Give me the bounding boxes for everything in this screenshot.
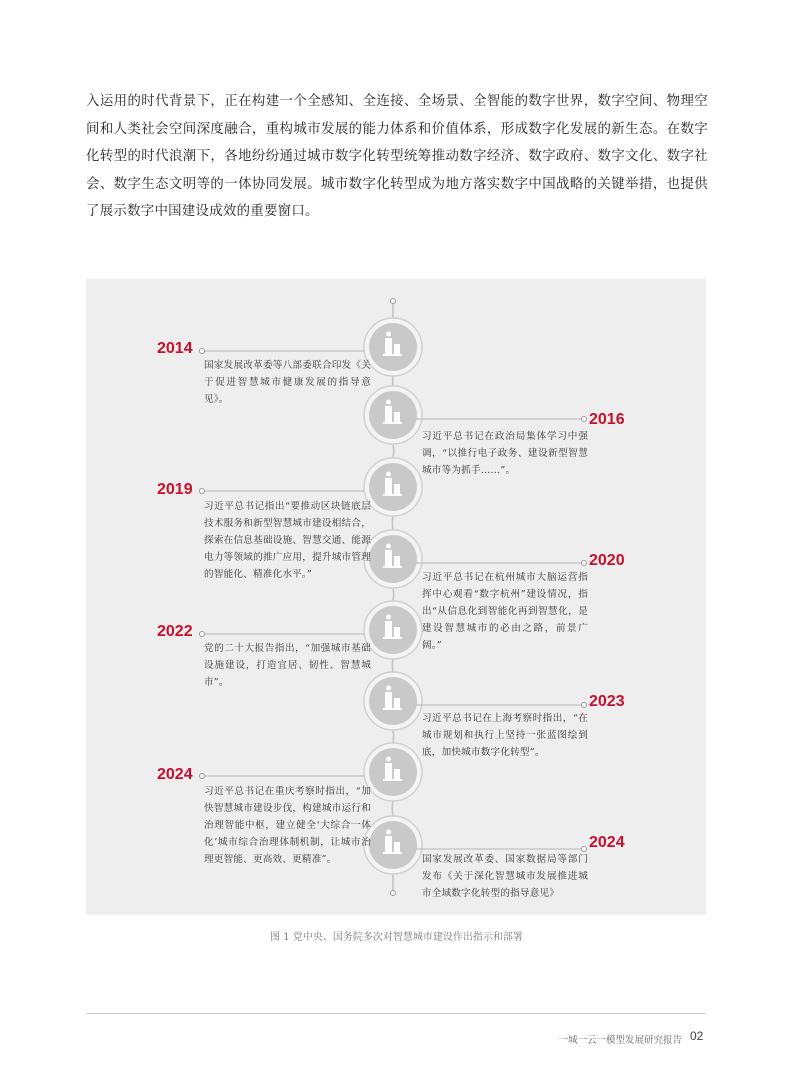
timeline-node [369, 323, 417, 371]
event-year-1: 2014 [157, 340, 193, 357]
timeline-node [369, 677, 417, 725]
event-year-2: 2016 [589, 411, 625, 428]
event-text-3: 习近平总书记指出“要推动区块链底层技术服务和新型智慧城市建设相结合，探索在信息基础设施、智慧交通、能源电力等领域的推广应用，提升城市管理的智能化、精准化水平。” [204, 501, 371, 580]
leader-dot [582, 703, 587, 708]
timeline-start-dot [391, 299, 396, 304]
event-text-4: 习近平总书记在杭州城市大脑运营指挥中心观看“数字杭州”建设情况，指出“从信息化到智能化再到智慧化，是建设智慧城市的必由之路，前景广阔。” [422, 572, 588, 651]
timeline-connector [393, 444, 394, 458]
event-text-6: 习近平总书记在上海考察时指出，“在城市规划和执行上坚持一张蓝图绘到底，加快城市数字化转型”。 [422, 713, 588, 758]
leader-dot [200, 632, 205, 637]
timeline-connector [393, 588, 394, 601]
page-number: 02 [690, 1029, 704, 1043]
figure-caption: 图 1 党中央、国务院多次对智慧城市建设作出指示和部署 [270, 932, 523, 943]
timeline-connector [392, 801, 393, 816]
event-year-8: 2024 [589, 834, 625, 851]
event-year-7: 2024 [157, 766, 193, 783]
leader-dot [200, 774, 205, 779]
timeline-node [369, 535, 417, 583]
intro-paragraph: 入运用的时代背景下，正在构建一个全感知、全连接、全场景、全智能的数字世界，数字空间、物理空间和人类社会空间深度融合，重构城市发展的能力体系和价值体系，形成数字化发展的新生态。在数字化转型的时代浪潮下，各地纷纷通过城市数字化转型统筹推动数字经济、数字政府、数字文化、数字社会、数字生态文明等的一体协同发展。城市数字化转型成为地方落实数字中国战略的关键举措，也提供了展示数字中国建设成效的重要窗口。 [86, 94, 708, 220]
leader-dot [582, 417, 587, 422]
timeline-figure [86, 279, 706, 915]
leader-dot [200, 349, 205, 354]
event-text-1: 国家发展改革委等八部委联合印发《关于促进智慧城市健康发展的指导意见》。 [204, 360, 371, 405]
timeline-connector [393, 730, 394, 743]
event-text-7: 习近平总书记在重庆考察时指出，“加快智慧城市建设步伐，构建城市运行和治理智能中枢，建立健全‘大综合一体化’城市综合治理体制机制，让城市治理更智能、更高效、更精准”。 [204, 786, 371, 865]
timeline-connector [392, 516, 393, 530]
footer-divider [86, 1013, 706, 1014]
leader-dot [200, 489, 205, 494]
leader-dot [582, 561, 587, 566]
timeline-node [369, 748, 417, 796]
timeline-connector [392, 659, 393, 672]
event-text-8: 国家发展改革委、国家数据局等部门发布《关于深化智慧城市发展推进城市全域数字化转型的指导意见》 [422, 854, 588, 899]
event-year-6: 2023 [589, 693, 625, 710]
timeline-node [369, 821, 417, 869]
timeline-node [369, 606, 417, 654]
event-year-5: 2022 [157, 623, 193, 640]
event-text-2: 习近平总书记在政治局集体学习中强调，“以推行电子政务、建设新型智慧城市等为抓手……”。 [422, 431, 588, 476]
timeline-end-dot [391, 891, 396, 896]
timeline-graphic [86, 279, 706, 915]
event-text-5: 党的二十大报告指出，“加强城市基础设施建设，打造宜居、韧性、智慧城市”。 [204, 643, 371, 688]
event-year-3: 2019 [157, 481, 193, 498]
event-year-4: 2020 [589, 552, 625, 569]
timeline-node [369, 463, 417, 511]
footer-report-title: 一城一云一模型发展研究报告 [558, 1035, 682, 1046]
timeline-node [369, 391, 417, 439]
